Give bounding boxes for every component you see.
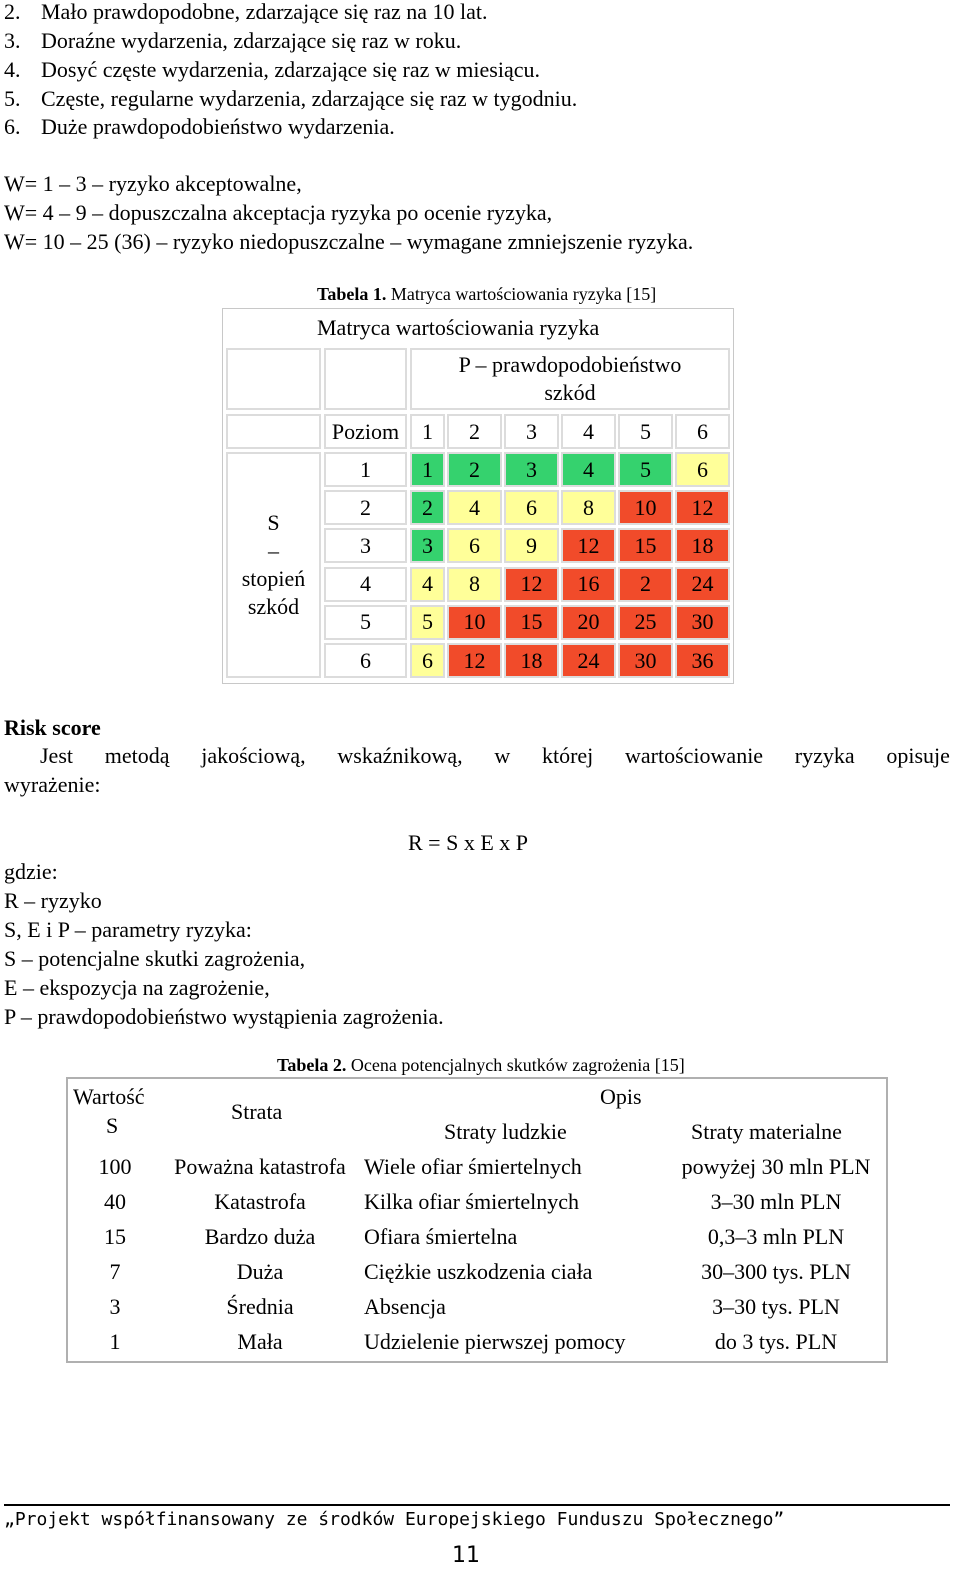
matrix-cell: 2 <box>447 452 502 487</box>
value-cell: 3 <box>109 1294 121 1319</box>
strata-cell: Katastrofa <box>214 1189 306 1214</box>
matrix-cell: 15 <box>618 528 673 563</box>
header-value-s: S <box>106 1113 119 1138</box>
paragraph-word: metodą <box>104 743 170 768</box>
strata-cell: Poważna katastrofa <box>174 1154 346 1179</box>
footer-text: „Projekt współfinansowany ze środków Europejskiego Funduszu Społecznego” <box>4 1509 785 1530</box>
paragraph-word: wskaźnikową, <box>337 743 463 768</box>
list-item: 3. Doraźne wydarzenia, zdarzające się raz w roku. <box>4 28 462 53</box>
severity-level-5: 5 <box>324 605 407 640</box>
risk-score-paragraph-end: wyrażenie: <box>4 772 101 797</box>
material-losses-cell: powyżej 30 mln PLN <box>681 1154 871 1179</box>
human-losses-cell: Absencja <box>364 1294 446 1319</box>
material-losses-cell: 3–30 mln PLN <box>710 1189 842 1214</box>
header-opis: Opis <box>600 1084 642 1109</box>
matrix-cell: 6 <box>447 528 502 563</box>
matrix-title: Matryca wartościowania ryzyka <box>317 315 600 340</box>
definition-line: P – prawdopodobieństwo wystąpienia zagrożenia. <box>4 1004 444 1029</box>
level-header-6: 6 <box>675 414 730 449</box>
human-losses-cell: Ofiara śmiertelna <box>364 1224 518 1249</box>
material-losses-cell: 3–30 tys. PLN <box>712 1294 840 1319</box>
matrix-cell: 24 <box>675 567 730 602</box>
level-header-4: 4 <box>561 414 616 449</box>
material-losses-cell: do 3 tys. PLN <box>714 1329 838 1354</box>
matrix-blank-cell <box>324 348 407 410</box>
matrix-cell: 12 <box>504 567 559 602</box>
human-losses-cell: Udzielenie pierwszej pomocy <box>364 1329 626 1354</box>
human-losses-cell: Ciężkie uszkodzenia ciała <box>364 1259 593 1284</box>
matrix-cell: 6 <box>410 643 445 678</box>
matrix-cell: 12 <box>447 643 502 678</box>
matrix-cell: 20 <box>561 605 616 640</box>
material-losses-cell: 0,3–3 mln PLN <box>707 1224 845 1249</box>
matrix-cell: 18 <box>504 643 559 678</box>
paragraph-word: której <box>541 743 594 768</box>
paragraph-word: wartościowanie <box>625 743 764 768</box>
matrix-cell: 5 <box>410 605 445 640</box>
matrix-cell: 1 <box>410 452 445 487</box>
matrix-cell: 36 <box>675 643 730 678</box>
table1-caption: Tabela 1. Matryca wartościowania ryzyka [15] <box>317 284 657 304</box>
matrix-cell: 30 <box>675 605 730 640</box>
matrix-cell: 10 <box>618 490 673 525</box>
value-cell: 1 <box>109 1329 121 1354</box>
matrix-cell: 24 <box>561 643 616 678</box>
severity-level-4: 4 <box>324 567 407 602</box>
matrix-cell: 8 <box>447 567 502 602</box>
strata-cell: Duża <box>236 1259 284 1284</box>
value-cell: 15 <box>104 1224 126 1249</box>
severity-level-6: 6 <box>324 643 407 678</box>
footer-rule <box>4 1504 950 1506</box>
matrix-cell: 3 <box>410 528 445 563</box>
header-human-losses: Straty ludzkie <box>444 1119 567 1144</box>
matrix-cell: 8 <box>561 490 616 525</box>
severity-level-3: 3 <box>324 528 407 563</box>
paragraph-word: w <box>494 743 511 768</box>
header-value: Wartość <box>73 1084 145 1109</box>
list-item: 5. Częste, regularne wydarzenia, zdarzające się raz w tygodniu. <box>4 86 578 111</box>
severity-level-1: 1 <box>324 452 407 487</box>
list-item: 4. Dosyć częste wydarzenia, zdarzające się raz w miesiącu. <box>4 57 540 82</box>
level-header-2: 2 <box>447 414 502 449</box>
paragraph-word: Jest <box>40 743 73 768</box>
matrix-cell: 15 <box>504 605 559 640</box>
level-header-1: 1 <box>410 414 445 449</box>
table2-caption: Tabela 2. Ocena potencjalnych skutków zagrożenia [15] <box>277 1055 685 1075</box>
paragraph-word: opisuje <box>886 743 950 768</box>
consequences-table <box>66 1077 888 1363</box>
matrix-cell: 6 <box>504 490 559 525</box>
value-cell: 40 <box>104 1189 126 1214</box>
strata-cell: Średnia <box>226 1294 294 1319</box>
matrix-cell: 18 <box>675 528 730 563</box>
level-header-3: 3 <box>504 414 559 449</box>
definition-line: S, E i P – parametry ryzyka: <box>4 917 252 942</box>
risk-range-line: W= 10 – 25 (36) – ryzyko niedopuszczalne – wymagane zmniejszenie ryzyka. <box>4 229 694 254</box>
matrix-blank-cell <box>226 414 321 449</box>
risk-score-paragraph <box>40 742 950 770</box>
matrix-cell: 12 <box>675 490 730 525</box>
risk-formula: R = S x E x P <box>408 830 528 855</box>
matrix-cell: 10 <box>447 605 502 640</box>
matrix-cell: 4 <box>561 452 616 487</box>
risk-range-line: W= 4 – 9 – dopuszczalna akceptacja ryzyka po ocenie ryzyka, <box>4 200 553 225</box>
matrix-cell: 25 <box>618 605 673 640</box>
matrix-cell: 9 <box>504 528 559 563</box>
matrix-blank-cell <box>226 348 321 410</box>
paragraph-word: ryzyka <box>794 743 855 768</box>
page-number: 11 <box>452 1543 480 1568</box>
definition-line: E – ekspozycja na zagrożenie, <box>4 975 270 1000</box>
matrix-cell: 12 <box>561 528 616 563</box>
risk-matrix-table <box>222 308 734 684</box>
matrix-cell: 4 <box>447 490 502 525</box>
matrix-cell: 2 <box>618 567 673 602</box>
human-losses-cell: Kilka ofiar śmiertelnych <box>364 1189 580 1214</box>
list-item: 6. Duże prawdopodobieństwo wydarzenia. <box>4 114 395 139</box>
risk-score-heading: Risk score <box>4 715 101 740</box>
human-losses-cell: Wiele ofiar śmiertelnych <box>364 1154 582 1179</box>
p-probability-header: P – prawdopodobieństwo szkód <box>410 348 730 410</box>
s-severity-header: S – stopień szkód <box>226 452 321 678</box>
header-material-losses: Straty materialne <box>691 1119 842 1144</box>
value-cell: 100 <box>98 1154 132 1179</box>
level-label: Poziom <box>324 414 407 449</box>
definition-line: R – ryzyko <box>4 888 102 913</box>
list-item: 2. Mało prawdopodobne, zdarzające się raz na 10 lat. <box>4 0 488 24</box>
paragraph-word: jakościową, <box>201 743 306 768</box>
matrix-cell: 16 <box>561 567 616 602</box>
matrix-cell: 6 <box>675 452 730 487</box>
value-cell: 7 <box>109 1259 121 1284</box>
matrix-cell: 30 <box>618 643 673 678</box>
risk-range-line: W= 1 – 3 – ryzyko akceptowalne, <box>4 171 302 196</box>
header-strata: Strata <box>231 1099 283 1124</box>
strata-cell: Mała <box>237 1329 283 1354</box>
material-losses-cell: 30–300 tys. PLN <box>701 1259 851 1284</box>
matrix-cell: 4 <box>410 567 445 602</box>
matrix-cell: 3 <box>504 452 559 487</box>
severity-level-2: 2 <box>324 490 407 525</box>
strata-cell: Bardzo duża <box>204 1224 316 1249</box>
matrix-cell: 2 <box>410 490 445 525</box>
definition-line: gdzie: <box>4 859 58 884</box>
level-header-5: 5 <box>618 414 673 449</box>
matrix-cell: 5 <box>618 452 673 487</box>
definition-line: S – potencjalne skutki zagrożenia, <box>4 946 306 971</box>
